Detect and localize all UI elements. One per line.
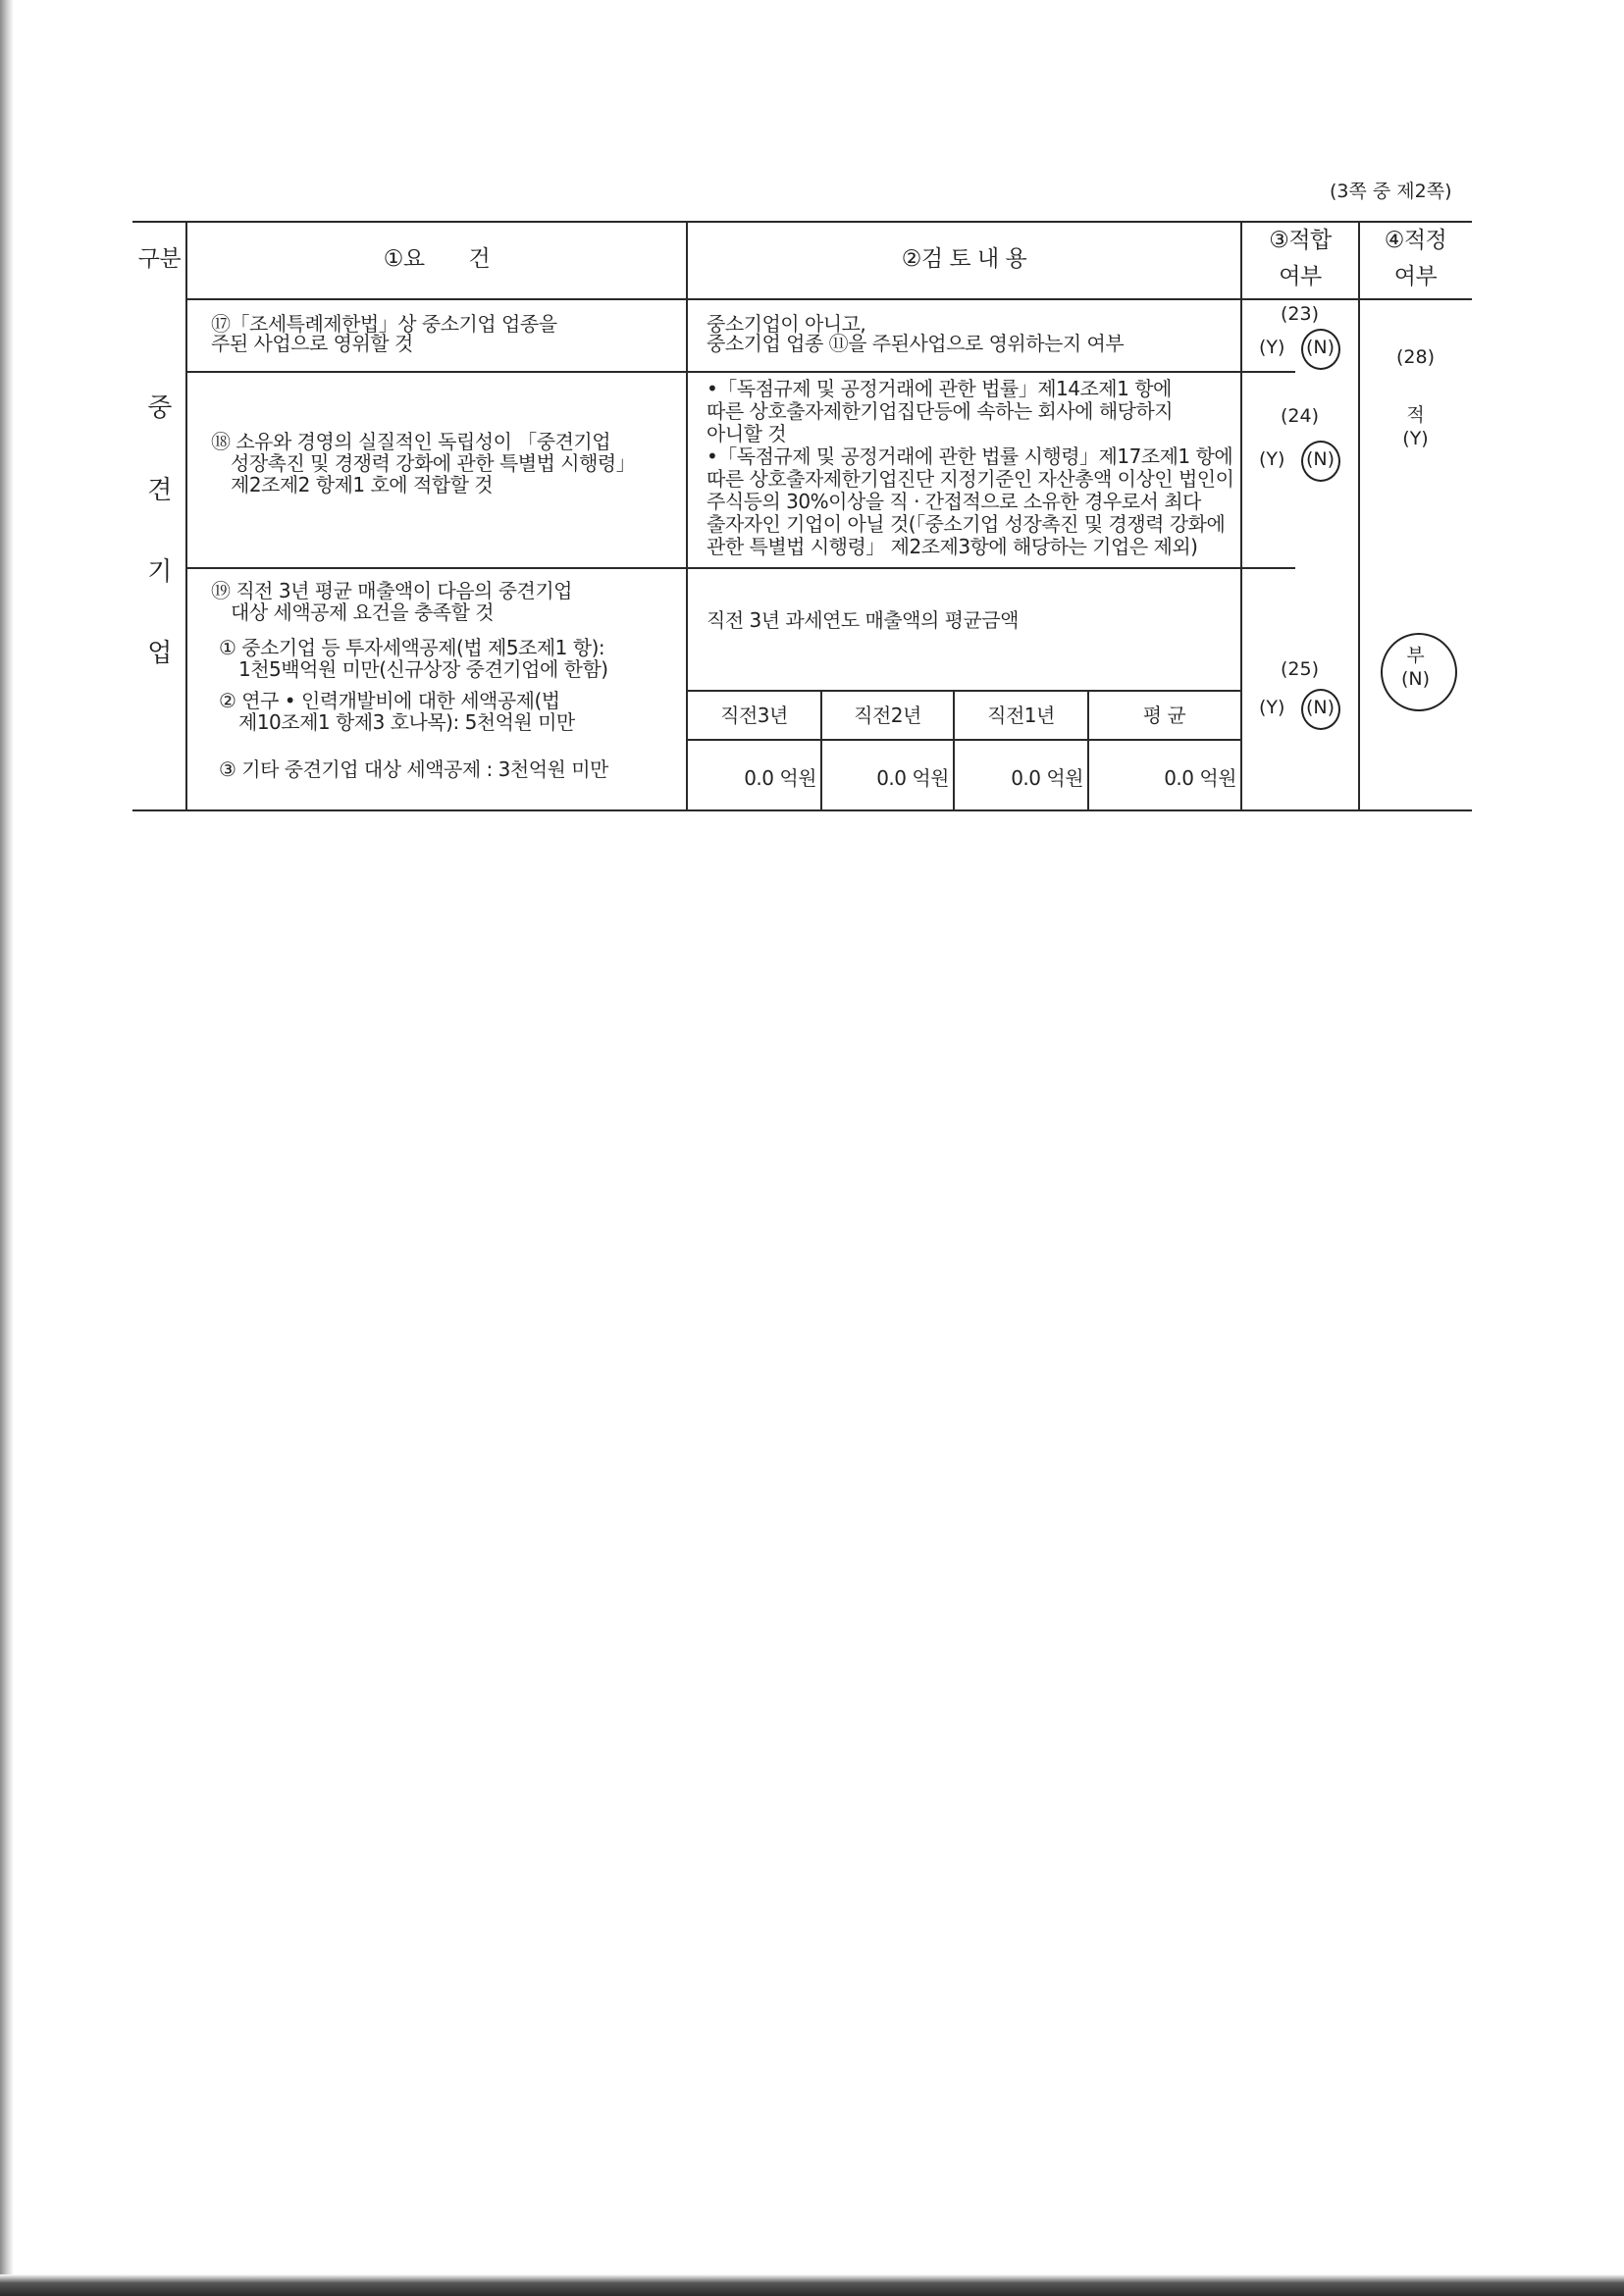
sales-header-1y: 직전1년	[987, 704, 1055, 727]
review108-line1: •「독점규제 및 공정거래에 관한 법률」제14조제1 항에	[707, 377, 1172, 400]
rule-sales-mid	[687, 739, 1241, 741]
fit25-number: (25)	[1281, 658, 1320, 680]
rule-col-category	[185, 221, 187, 811]
header-judge-line1: ④적정	[1384, 228, 1447, 253]
judge-unfit-word: 부	[1406, 645, 1425, 666]
rule-top	[132, 221, 1472, 223]
sales-header-3y: 직전3년	[720, 704, 788, 727]
req109-line5: ② 연구 • 인력개발비에 대한 세액공제(법	[219, 689, 560, 712]
rule-bottom	[132, 809, 1472, 811]
scan-shadow-left	[0, 0, 14, 2296]
rule-header	[186, 298, 1472, 300]
category-char-2: 견	[147, 476, 172, 505]
sales-header-2y: 직전2년	[854, 704, 921, 727]
review108-line5: 따른 상호출자제한기업진단 지정기준인 자산총액 이상인 법인이	[707, 467, 1234, 491]
category-char-1: 중	[147, 393, 172, 423]
fit25-selected-circle	[1301, 689, 1340, 730]
rule-col-fit	[1358, 221, 1360, 811]
rule-row1	[186, 371, 1295, 373]
category-char-4: 업	[147, 639, 172, 668]
review107-line1: 중소기업이 아니고,	[707, 312, 866, 336]
category-char-3: 기	[147, 557, 172, 587]
sales-value-2y: 0.0 억원	[876, 766, 949, 790]
review-form-table	[132, 221, 1472, 811]
rule-row2	[186, 567, 1295, 569]
rule-sales-header	[687, 690, 1241, 692]
judge-fit-word: 적	[1406, 404, 1425, 426]
fit24-yes: (Y)	[1259, 448, 1285, 470]
fit24-selected-circle	[1301, 441, 1340, 482]
header-review: ②검 토 내 용	[901, 246, 1027, 272]
judge-fit-mark: (Y)	[1402, 428, 1429, 449]
req109-line7: ③ 기타 중견기업 대상 세액공제 : 3천억원 미만	[219, 757, 608, 781]
review108-line6: 주식등의 30%이상을 직 · 간접적으로 소유한 경우로서 최다	[707, 490, 1201, 513]
judge-unfit-mark: (N)	[1400, 668, 1431, 690]
req108-line3: 제2조제2 항제1 호에 적합할 것	[231, 473, 494, 496]
review108-line3: 아니할 것	[707, 422, 787, 445]
sales-value-1y: 0.0 억원	[1011, 766, 1083, 790]
fit23-no: (N)	[1306, 337, 1336, 358]
req109-line3: ① 중소기업 등 투자세액공제(법 제5조제1 항):	[219, 636, 605, 659]
fit25-yes: (Y)	[1259, 697, 1285, 718]
fit24-number: (24)	[1281, 405, 1320, 427]
review108-line7: 출자자인 기업이 아닐 것(「중소기업 성장촉진 및 경쟁력 강화에	[707, 512, 1226, 536]
req108-line1: ⑱ 소유와 경영의 실질적인 독립성이 「중견기업	[211, 430, 611, 453]
req109-line6: 제10조제1 항제3 호나목): 5천억원 미만	[238, 710, 575, 734]
req107-line1: ⑰「조세특례제한법」상 중소기업 업종을	[211, 312, 557, 336]
fit25-no: (N)	[1306, 697, 1336, 718]
req107-line2: 주된 사업으로 영위할 것	[211, 332, 413, 355]
fit23-number: (23)	[1281, 303, 1320, 325]
rule-col-review	[1240, 221, 1242, 811]
header-judge-line2: 여부	[1393, 264, 1438, 289]
req108-line2: 성장촉진 및 경쟁력 강화에 관한 특별법 시행령」	[231, 451, 636, 475]
header-fit-line2: 여부	[1279, 264, 1322, 289]
sales-value-avg: 0.0 억원	[1164, 766, 1236, 790]
review108-line8: 관한 특별법 시행령」 제2조제3항에 해당하는 기업은 제외)	[707, 535, 1198, 558]
sales-header-avg: 평 균	[1142, 704, 1186, 727]
fit23-yes: (Y)	[1259, 337, 1285, 358]
judge-number: (28)	[1395, 346, 1435, 368]
review107-line2: 중소기업 업종 ⑪을 주된사업으로 영위하는지 여부	[707, 332, 1125, 355]
review108-line2: 따른 상호출자제한기업집단등에 속하는 회사에 해당하지	[707, 399, 1174, 423]
sales-value-3y: 0.0 억원	[744, 766, 816, 790]
fit24-no: (N)	[1306, 448, 1336, 470]
fit23-selected-circle	[1301, 329, 1340, 370]
req109-line2: 대상 세액공제 요건을 충족할 것	[231, 600, 495, 624]
header-fit-line1: ③적합	[1269, 228, 1332, 253]
review108-line4: •「독점규제 및 공정거래에 관한 법률 시행령」제17조제1 항에	[707, 444, 1233, 468]
page-indicator: (3쪽 중 제2쪽)	[1330, 181, 1452, 202]
scan-shadow-bottom	[0, 2274, 1624, 2296]
review109-title: 직전 3년 과세연도 매출액의 평균금액	[707, 608, 1019, 632]
header-category: 구분	[137, 246, 182, 272]
header-requirement: ①요 건	[383, 246, 491, 272]
req109-line1: ⑲ 직전 3년 평균 매출액이 다음의 중견기업	[211, 579, 572, 602]
req109-line4: 1천5백억원 미만(신규상장 중견기업에 한함)	[238, 657, 608, 681]
